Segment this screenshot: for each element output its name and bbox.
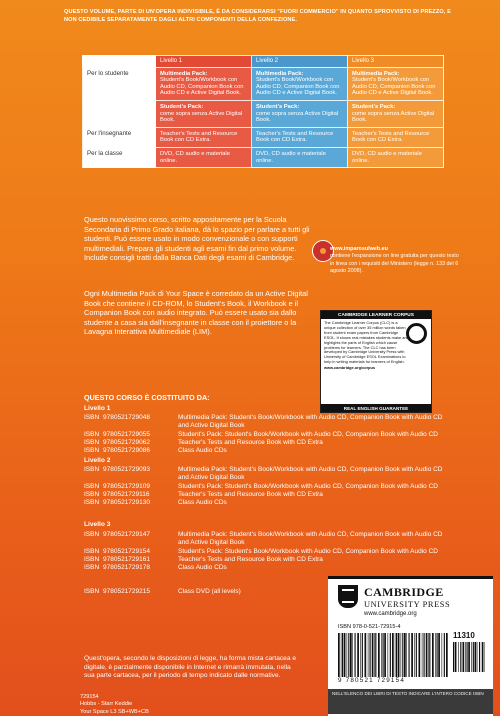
cell-text: Teacher's Tests and Resource Book con CD Extra. — [160, 130, 238, 144]
barcode-bar — [370, 633, 371, 677]
barcode-bar — [344, 633, 346, 677]
barcode-bar — [372, 633, 374, 677]
isbn-prefix: ISBN — [84, 414, 100, 421]
isbn-prefix: ISBN — [84, 588, 100, 595]
isbn-number: 9780521729055 — [103, 430, 150, 438]
barcode-bar — [463, 642, 465, 672]
cell-text: Student's Book/Workbook con Audio CD, Companion Book con Audio CD e Active Digital Book. — [160, 77, 244, 97]
barcode-bar — [381, 633, 382, 677]
barcode-bar — [446, 633, 448, 677]
item-description: Student's Pack: Student's Book/Workbook with Audio CD, Companion Book with Audio CD — [178, 482, 438, 490]
barcode-bar — [338, 633, 340, 677]
barcode-bar — [428, 633, 429, 677]
barcode-bar — [453, 642, 454, 672]
isbn-number: 9780521729093 — [103, 466, 150, 473]
barcode-bar — [395, 633, 396, 677]
barcode-bar — [419, 633, 421, 677]
table-cell — [156, 127, 252, 147]
list-item — [84, 431, 444, 439]
barcode-bar — [360, 633, 361, 677]
barcode-bar — [392, 633, 394, 677]
barcode-bar — [401, 633, 402, 677]
isbn-number: 9780521729062 — [103, 438, 150, 446]
barcode-bar — [475, 642, 477, 672]
barcode-bar — [355, 633, 356, 677]
cell-title: Student's Pack: — [160, 103, 204, 110]
barcode-bar — [444, 633, 445, 677]
list-item — [84, 491, 444, 499]
barcode-bar — [402, 633, 403, 677]
barcode-bar — [458, 642, 459, 672]
corpus-description: The Cambridge Learner Corpus (CLC) is a unique collection of over 35 million words taken from student exam papers from Cambridge ESOL. It shows real mistakes students make and highlights the parts of English which cause problems for learners. The CLC has been developed by Cambridge University Press with University of Cambridge ESOL Examinations to help in writing materials for learners of English. — [324, 320, 409, 365]
level-1-header: Livello 1 — [156, 56, 252, 68]
barcode-bar — [352, 633, 353, 677]
barcode-bar — [435, 633, 436, 677]
notice-text: QUESTO VOLUME, PARTE DI UN'OPERA INDIVISIBILE, È DA CONSIDERARSI "FUORI COMMERCIO" IN QUANTO SPROVVISTO DI PREZZO, E NON CEDIBILE SEPARATAMENTE DAGLI ALTRI COMPONENTI DELLA CONFEZIONE. — [64, 9, 451, 23]
isbn-number: 9780521729048 — [103, 414, 150, 421]
corpus-logo-icon — [406, 323, 427, 344]
product-title: Your Space L3 SB+WB+CB — [80, 708, 149, 715]
isbn-number: 9780521729154 — [103, 547, 150, 555]
price-code: 11310 — [453, 631, 475, 640]
list-item — [84, 466, 444, 483]
isbn-number: 9780521729215 — [103, 588, 150, 595]
web-info — [330, 246, 460, 275]
barcode-digits: 9 780521 729154 — [338, 677, 406, 684]
item-description: Class Audio CDs — [178, 499, 227, 507]
legal-notice: Quest'opera, secondo le disposizioni di legge, ha forma mista cartacea e digitale, è parzialmente disponibile in Internet e rimarrà immutata, nella sua parte cartacea, per il periodo di tempo indicato dalle normative. — [84, 655, 297, 679]
item-description: Teacher's Tests and Resource Book with CD Extra — [178, 490, 323, 498]
barcode-bar — [390, 633, 391, 677]
barcode-bar — [422, 633, 423, 677]
table-cell — [252, 100, 348, 127]
course-components-title: QUESTO CORSO È COSTITUITO DA: — [84, 393, 210, 402]
publisher-panel — [328, 576, 493, 716]
level-3-title: Livello 3 — [84, 521, 111, 528]
barcode-bar — [365, 633, 367, 677]
list-item — [84, 556, 444, 564]
isbn-prefix: ISBN — [84, 555, 100, 563]
barcode-bar — [384, 633, 386, 677]
isbn-number: 9780521729147 — [103, 531, 150, 538]
corpus-footer: REAL ENGLISH GUARANTEE — [321, 404, 431, 412]
barcode-bar — [482, 642, 484, 672]
isbn-prefix: ISBN — [84, 564, 100, 572]
row-label-empty — [83, 100, 156, 127]
cell-title: Student's Pack: — [256, 103, 300, 110]
barcode-bar — [426, 633, 428, 677]
isbn-prefix: ISBN — [84, 531, 100, 538]
isbn-prefix: ISBN — [84, 499, 100, 507]
barcode-bar — [342, 633, 343, 677]
cell-text: DVD, CD audio e materiale online. — [160, 150, 230, 164]
item-description: Class Audio CDs — [178, 564, 227, 572]
edition-table — [82, 55, 444, 168]
cell-title: Multimedia Pack: — [352, 70, 400, 77]
level-3-header: Livello 3 — [348, 56, 444, 68]
barcode-bar — [374, 633, 375, 677]
isbn-number: 9780521729161 — [103, 555, 150, 563]
barcode-bar — [442, 633, 443, 677]
isbn-prefix: ISBN — [84, 447, 100, 455]
barcode-bar — [348, 633, 349, 677]
barcode-image — [338, 633, 448, 677]
item-description: Class DVD (all levels) — [178, 588, 241, 595]
cell-text: come sopra senza Active Digital Book. — [256, 110, 339, 124]
corpus-header: CAMBRIDGE LEARNER CORPUS — [321, 311, 431, 319]
level-1-title: Livello 1 — [84, 405, 111, 412]
cambridge-shield-icon — [338, 585, 358, 608]
barcode-bar — [368, 633, 369, 677]
item-description: Multimedia Pack: Student's Book/Workbook with Audio CD, Companion Book with Audio CD and Active Digital Book — [178, 414, 443, 430]
table-cell — [156, 67, 252, 100]
authors: Hobbs - Starr Keddie — [80, 701, 133, 708]
item-description: Teacher's Tests and Resource Book with CD Extra — [178, 555, 323, 563]
isbn-number: 9780521729178 — [103, 564, 150, 572]
isbn-footnote: NELL'ELENCO DEI LIBRI DI TESTO INDICARE L'INTERO CODICE ISBN — [328, 689, 493, 714]
publisher-name: CAMBRIDGE — [364, 585, 444, 599]
barcode-bar — [383, 633, 384, 677]
row-label-class: Per la classe — [83, 147, 156, 167]
barcode-bar — [411, 633, 413, 677]
table-cell — [252, 127, 348, 147]
corpus-url[interactable]: www.cambridge.org/corpus — [324, 365, 376, 371]
barcode-bar — [388, 633, 389, 677]
isbn-prefix: ISBN — [84, 466, 100, 473]
multimedia-paragraph: Ogni Multimedia Pack di Your Space è corredato da un Active Digital Book che contiene il CD-ROM, lo Student's Book, il Workbook e il Companion Book con audio integrato. Può essere usato sia dallo studente a casa sia dall'insegnante in classe con il proiettore o la Lavagna Interattiva Multimediale (LIM). — [84, 289, 308, 337]
cell-title: Multimedia Pack: — [160, 70, 208, 77]
isbn-prefix: ISBN — [84, 430, 100, 438]
isbn-number: 9780521729116 — [103, 490, 150, 498]
table-cell — [252, 147, 348, 167]
web-info-text: contiene l'espansione on line gratuita per questo testo in linea con i requisiti del Ministero (legge n. 133 del 6 agosto 2008). — [330, 253, 459, 274]
isbn-prefix: ISBN — [84, 490, 100, 498]
table-cell — [348, 147, 444, 167]
table-cell — [348, 127, 444, 147]
barcode-bar — [396, 633, 397, 677]
list-item — [84, 564, 444, 572]
cell-text: Student's Book/Workbook con Audio CD, Companion Book con Audio CD e Active Digital Book. — [256, 77, 340, 97]
barcode-bar — [378, 633, 380, 677]
list-item — [84, 447, 444, 455]
barcode-bar — [398, 633, 400, 677]
barcode-bar — [347, 633, 348, 677]
publisher-url[interactable]: www.cambridge.org — [364, 611, 417, 617]
table-cell — [156, 100, 252, 127]
level-2-header: Livello 2 — [252, 56, 348, 68]
isbn-number: 9780521729086 — [103, 447, 150, 455]
isbn-number: 9780521729130 — [103, 499, 150, 507]
barcode-bar — [477, 642, 478, 672]
barcode-bar — [438, 633, 440, 677]
isbn-label: ISBN 978-0-521-72915-4 — [338, 624, 401, 630]
barcode-bar — [416, 633, 417, 677]
barcode-bar — [455, 642, 457, 672]
barcode-bar — [460, 642, 461, 672]
level-2-title: Livello 2 — [84, 457, 111, 464]
price-barcode-image — [453, 642, 485, 672]
item-description: Multimedia Pack: Student's Book/Workbook with Audio CD, Companion Book with Audio CD and Active Digital Book — [178, 531, 443, 547]
barcode-bar — [473, 642, 474, 672]
barcode-bar — [424, 633, 425, 677]
barcode-bar — [432, 633, 434, 677]
panel-rule — [328, 576, 493, 579]
barcode-bar — [350, 633, 352, 677]
isbn-list — [84, 531, 444, 572]
row-label-student: Per lo studente — [83, 67, 156, 100]
item-description: Teacher's Tests and Resource Book with CD Extra — [178, 438, 323, 446]
isbn-number: 9780521729109 — [103, 482, 150, 490]
isbn-list — [84, 414, 444, 455]
barcode-bar — [362, 633, 363, 677]
isbn-list — [84, 466, 444, 507]
item-description: Student's Pack: Student's Book/Workbook with Audio CD, Companion Book with Audio CD — [178, 547, 438, 555]
item-description: Student's Pack: Student's Book/Workbook with Audio CD, Companion Book with Audio CD — [178, 430, 438, 438]
barcode-bar — [404, 633, 406, 677]
product-code-info — [80, 694, 149, 716]
isbn-prefix: ISBN — [84, 482, 100, 490]
learner-corpus-box — [320, 310, 432, 413]
table-cell — [252, 67, 348, 100]
list-item — [84, 483, 444, 491]
barcode-bar — [429, 633, 430, 677]
barcode-bar — [409, 633, 410, 677]
cell-text: Student's Book/Workbook con Audio CD, Companion Book con Audio CD e Active Digital Book. — [352, 77, 436, 97]
cell-text: Teacher's Tests and Resource Book con CD Extra. — [352, 130, 430, 144]
cell-text: come sopra senza Active Digital Book. — [160, 110, 243, 124]
barcode-bar — [467, 642, 468, 672]
publisher-press: UNIVERSITY PRESS — [364, 600, 451, 609]
isbn-prefix: ISBN — [84, 547, 100, 555]
cell-text: Teacher's Tests and Resource Book con CD Extra. — [256, 130, 334, 144]
table-cell — [348, 100, 444, 127]
list-item — [84, 548, 444, 556]
cell-text: DVD, CD audio e materiale online. — [352, 150, 422, 164]
item-description: Class Audio CDs — [178, 447, 227, 455]
web-url-link[interactable]: www.imparosulweb.eu — [330, 246, 388, 252]
barcode-bar — [471, 642, 472, 672]
barcode-bar — [479, 642, 480, 672]
list-item — [84, 439, 444, 447]
cell-title: Student's Pack: — [352, 103, 396, 110]
barcode-bar — [465, 642, 466, 672]
isbn-prefix: ISBN — [84, 438, 100, 446]
barcode-bar — [357, 633, 359, 677]
barcode-bar — [414, 633, 415, 677]
table-corner — [83, 56, 156, 68]
barcode-bar — [341, 633, 342, 677]
table-cell — [348, 67, 444, 100]
item-description: Multimedia Pack: Student's Book/Workbook with Audio CD, Companion Book with Audio CD and Active Digital Book — [178, 466, 443, 482]
row-label-teacher: Per l'insegnante — [83, 127, 156, 147]
list-item — [84, 499, 444, 507]
cell-title: Multimedia Pack: — [256, 70, 304, 77]
barcode-bar — [375, 633, 376, 677]
description-paragraph: Questo nuovissimo corso, scritto appositamente per la Scuola Secondaria di Primo Grado italiana, dà lo spazio per parlare a tutti gli studenti. Può essere usato in modo convenzionale o con supporti multimediali. Prepara gli studenti agli esami fin dal primo volume. Include consigli tratti dalla Banca Dati degli esami di Cambridge. — [84, 215, 310, 263]
table-cell — [156, 147, 252, 167]
list-item — [84, 531, 444, 548]
barcode-bar — [468, 642, 470, 672]
list-item — [84, 414, 444, 431]
cell-text: come sopra senza Active Digital Book. — [352, 110, 435, 124]
cell-text: DVD, CD audio e materiale online. — [256, 150, 326, 164]
barcode-bar — [437, 633, 438, 677]
product-code: 729154 — [80, 694, 99, 700]
barcode-bar — [406, 633, 407, 677]
